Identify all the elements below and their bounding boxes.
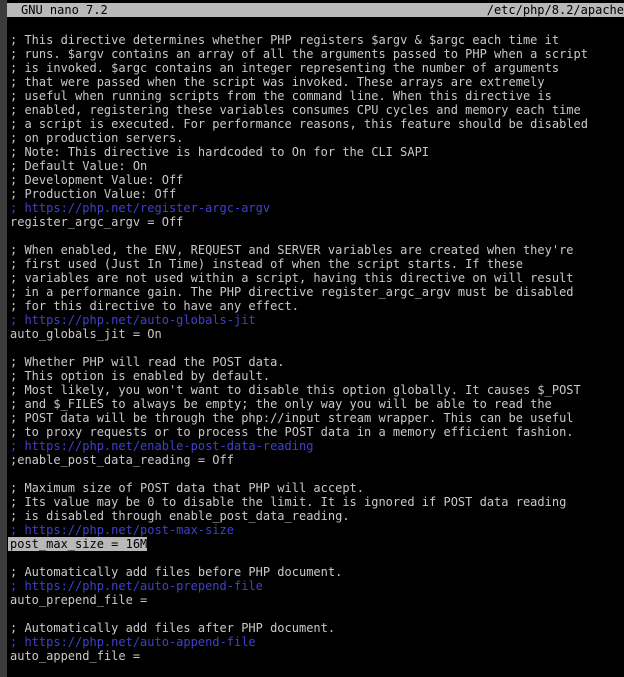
editor-line[interactable]: ; runs. $argv contains an array of all the arguments passed to PHP when a script: [10, 47, 588, 61]
editor-line[interactable]: ; Maximum size of POST data that PHP will accept.: [10, 481, 365, 495]
terminal-window-left-edge: [0, 0, 7, 677]
editor-line[interactable]: ; https://php.net/post-max-size: [10, 523, 234, 537]
editor-line[interactable]: ; Most likely, you won't want to disable this option globally. It causes $_POST: [10, 383, 581, 397]
editor-line[interactable]: ; Development Value: Off: [10, 173, 184, 187]
editor-line[interactable]: ; This directive determines whether PHP registers $argv & $argc each time it: [10, 33, 560, 47]
editor-line[interactable]: ; is disabled through enable_post_data_reading.: [10, 509, 350, 523]
editor-line[interactable]: ; Production Value: Off: [10, 187, 177, 201]
editor-line[interactable]: ; https://php.net/register-argc-argv: [10, 201, 271, 215]
nano-version-label: GNU nano 7.2: [21, 3, 108, 17]
editor-line[interactable]: ; enabled, registering these variables consumes CPU cycles and memory each time: [10, 103, 581, 117]
editor-line[interactable]: ; https://php.net/auto-globals-jit: [10, 313, 256, 327]
editor-line-blank[interactable]: [10, 551, 624, 565]
editor-line[interactable]: ; Note: This directive is hardcoded to On for the CLI SAPI: [10, 145, 430, 159]
editor-line[interactable]: ; Default Value: On: [10, 159, 148, 173]
editor-line[interactable]: ; Whether PHP will read the POST data.: [10, 355, 285, 369]
editor-line[interactable]: ; POST data will be through the php://input stream wrapper. This can be useful: [10, 411, 574, 425]
editor-line-selected[interactable]: [10, 537, 624, 551]
nano-titlebar: [7, 3, 624, 17]
editor-line[interactable]: auto_append_file =: [10, 649, 141, 663]
editor-line[interactable]: ; to proxy requests or to process the POST data in a memory efficient fashion.: [10, 425, 574, 439]
editor-line[interactable]: ; variables are not used within a script, having this directive on will result: [10, 271, 574, 285]
editor-line[interactable]: ; first used (Just In Time) instead of when the script starts. If these: [10, 257, 523, 271]
editor-line[interactable]: ; Automatically add files before PHP document.: [10, 565, 343, 579]
editor-line[interactable]: ; https://php.net/auto-append-file: [10, 635, 256, 649]
editor-line[interactable]: ; Automatically add files after PHP document.: [10, 621, 336, 635]
editor-line[interactable]: auto_globals_jit = On: [10, 327, 162, 341]
editor-line[interactable]: register_argc_argv = Off: [10, 215, 184, 229]
editor-line[interactable]: ; This option is enabled by default.: [10, 369, 271, 383]
editor-line[interactable]: ; is invoked. $argc contains an integer representing the number of arguments: [10, 61, 560, 75]
editor-line[interactable]: ; When enabled, the ENV, REQUEST and SERVER variables are created when they're: [10, 243, 574, 257]
editor-line[interactable]: ; that were passed when the script was invoked. These arrays are extremely: [10, 75, 545, 89]
editor-line-blank[interactable]: [10, 467, 624, 481]
editor-line[interactable]: auto_prepend_file =: [10, 593, 148, 607]
editor-line[interactable]: ; https://php.net/auto-prepend-file: [10, 579, 263, 593]
editor-line[interactable]: ; and $_FILES to always be empty; the only way you will be able to read the: [10, 397, 552, 411]
editor-line-blank[interactable]: [10, 229, 624, 243]
editor-line[interactable]: ; a script is executed. For performance reasons, this feature should be disabled: [10, 117, 588, 131]
editor-line[interactable]: ; for this directive to have any effect.: [10, 299, 299, 313]
editor-buffer[interactable]: [7, 17, 624, 677]
editor-line[interactable]: ; useful when running scripts from the command line. When this directive is: [10, 89, 552, 103]
editor-line[interactable]: ; https://php.net/enable-post-data-reading: [10, 439, 314, 453]
selection-highlight: post_max_size = 16M: [10, 537, 148, 551]
editor-line[interactable]: ; on production servers.: [10, 131, 184, 145]
editor-line[interactable]: ; in a performance gain. The PHP directive register_argc_argv must be disabled: [10, 285, 574, 299]
editor-line[interactable]: ; Its value may be 0 to disable the limit. It is ignored if POST data reading: [10, 495, 567, 509]
file-path-label: /etc/php/8.2/apache: [486, 3, 624, 17]
editor-line-blank[interactable]: [10, 607, 624, 621]
editor-line-blank[interactable]: [10, 341, 624, 355]
editor-line[interactable]: ;enable_post_data_reading = Off: [10, 453, 234, 467]
